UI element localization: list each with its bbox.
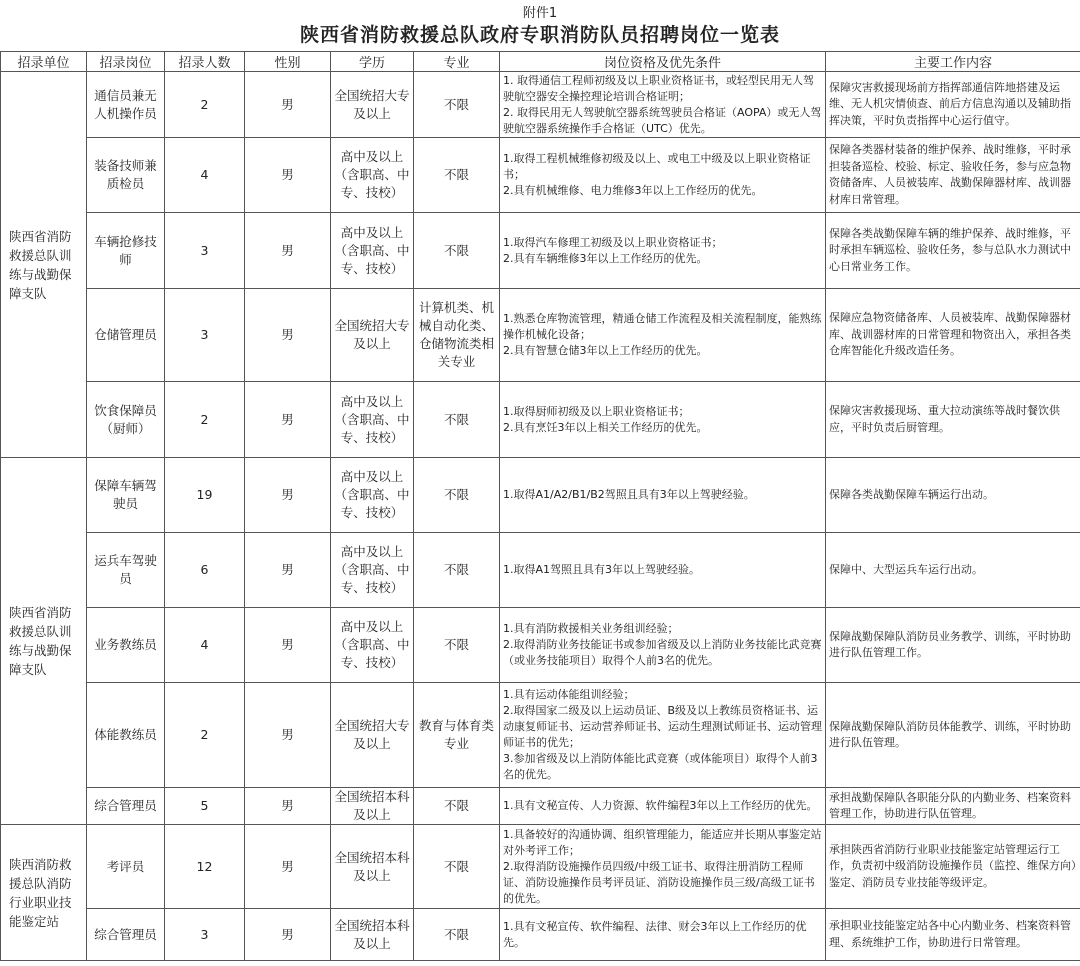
gender-cell: 男 — [245, 683, 331, 788]
education-cell: 全国统招大专及以上 — [331, 72, 414, 138]
major-cell: 不限 — [414, 825, 500, 909]
major-cell: 不限 — [414, 138, 500, 213]
table-row — [1, 138, 1080, 213]
post-cell: 通信员兼无人机操作员 — [87, 72, 165, 138]
header-unit: 招录单位 — [1, 52, 87, 72]
table-row — [1, 909, 1080, 961]
gender-cell: 男 — [245, 788, 331, 825]
count-cell: 5 — [165, 788, 245, 825]
major-cell: 计算机类、机械自动化类、仓储物流类相关专业 — [414, 289, 500, 382]
requirements-cell: 1.取得A1驾照且具有3年以上驾驶经验。 — [500, 533, 826, 608]
gender-cell: 男 — [245, 72, 331, 138]
count-cell: 12 — [165, 825, 245, 909]
count-cell: 3 — [165, 909, 245, 961]
work-cell: 保障各类战勤保障车辆的维护保养、战时维修，平时承担车辆巡检、验收任务，参与总队水力测试中心日常业务工作。 — [826, 213, 1080, 289]
work-cell: 保障各类器材装备的维护保养、战时维修，平时承担装备巡检、校验、标定、验收任务，参与应急物资储备库、人员被装库、战勤保障器材库、战训器材库日常管理。 — [826, 138, 1080, 213]
unit-cell: 陕西省消防救援总队训练与战勤保障支队 — [1, 458, 87, 825]
positions-table — [0, 51, 1080, 961]
requirements-cell: 1.具备较好的沟通协调、组织管理能力，能适应并长期从事鉴定站对外考评工作； 2.取得消防设施操作员四级/中级工证书、取得注册消防工程师证、消防设施操作员考评员证、消防设施操作员三级/高级工证书的优先。 — [500, 825, 826, 909]
annex-label: 附件1 — [522, 6, 558, 21]
post-cell: 饮食保障员（厨师） — [87, 382, 165, 458]
table-row — [1, 608, 1080, 683]
work-cell: 承担战勤保障队各职能分队的内勤业务、档案资料管理工作，协助进行队伍管理。 — [826, 788, 1080, 825]
table-row — [1, 458, 1080, 533]
header-requirements: 岗位资格及优先条件 — [500, 52, 826, 72]
requirements-cell: 1.取得厨师初级及以上职业资格证书； 2.具有烹饪3年以上相关工作经历的优先。 — [500, 382, 826, 458]
requirements-cell: 1.取得汽车修理工初级及以上职业资格证书； 2.具有车辆维修3年以上工作经历的优先。 — [500, 213, 826, 289]
count-cell: 3 — [165, 289, 245, 382]
major-cell: 教育与体育类专业 — [414, 683, 500, 788]
gender-cell: 男 — [245, 138, 331, 213]
requirements-cell: 1.熟悉仓库物流管理，精通仓储工作流程及相关流程制度，能熟练操作机械化设备； 2.具有智慧仓储3年以上工作经历的优先。 — [500, 289, 826, 382]
major-cell: 不限 — [414, 533, 500, 608]
count-cell: 2 — [165, 382, 245, 458]
table-row — [1, 533, 1080, 608]
education-cell: 高中及以上（含职高、中专、技校） — [331, 458, 414, 533]
gender-cell: 男 — [245, 458, 331, 533]
gender-cell: 男 — [245, 213, 331, 289]
work-cell: 保障应急物资储备库、人员被装库、战勤保障器材库、战训器材库的日常管理和物资出入，承担各类仓库智能化升级改造任务。 — [826, 289, 1080, 382]
work-cell: 承担职业技能鉴定站各中心内勤业务、档案资料管理、系统维护工作，协助进行日常管理。 — [826, 909, 1080, 961]
work-cell: 保障灾害救援现场、重大拉动演练等战时餐饮供应，平时负责后厨管理。 — [826, 382, 1080, 458]
post-cell: 考评员 — [87, 825, 165, 909]
education-cell: 全国统招本科及以上 — [331, 825, 414, 909]
count-cell: 4 — [165, 138, 245, 213]
work-cell: 承担陕西省消防行业职业技能鉴定站管理运行工作，负责初中级消防设施操作员（监控、维保方向）鉴定、消防员专业技能等级评定。 — [826, 825, 1080, 909]
work-cell: 保障灾害救援现场前方指挥部通信阵地搭建及运维、无人机灾情侦查、前后方信息沟通以及辅助指挥决策，平时负责指挥中心运行值守。 — [826, 72, 1080, 138]
table-row — [1, 72, 1080, 138]
major-cell: 不限 — [414, 382, 500, 458]
count-cell: 4 — [165, 608, 245, 683]
post-cell: 体能教练员 — [87, 683, 165, 788]
unit-cell: 陕西省消防救援总队训练与战勤保障支队 — [1, 72, 87, 458]
major-cell: 不限 — [414, 909, 500, 961]
post-cell: 业务教练员 — [87, 608, 165, 683]
header-gender: 性别 — [245, 52, 331, 72]
post-cell: 运兵车驾驶员 — [87, 533, 165, 608]
requirements-cell: 1.取得A1/A2/B1/B2驾照且具有3年以上驾驶经验。 — [500, 458, 826, 533]
table-row — [1, 788, 1080, 825]
post-cell: 综合管理员 — [87, 909, 165, 961]
header-major: 专业 — [414, 52, 500, 72]
gender-cell: 男 — [245, 825, 331, 909]
requirements-cell: 1.取得工程机械维修初级及以上、或电工中级及以上职业资格证书； 2.具有机械维修、电力维修3年以上工作经历的优先。 — [500, 138, 826, 213]
gender-cell: 男 — [245, 533, 331, 608]
gender-cell: 男 — [245, 608, 331, 683]
education-cell: 高中及以上（含职高、中专、技校） — [331, 382, 414, 458]
major-cell: 不限 — [414, 72, 500, 138]
education-cell: 全国统招大专及以上 — [331, 289, 414, 382]
requirements-cell: 1. 取得通信工程师初级及以上职业资格证书，或轻型民用无人驾驶航空器安全操控理论培训合格证明； 2. 取得民用无人驾驶航空器系统驾驶员合格证（AOPA）或无人驾驶航空器系统操作手合格证（UTC）优先。 — [500, 72, 826, 138]
count-cell: 2 — [165, 683, 245, 788]
count-cell: 3 — [165, 213, 245, 289]
education-cell: 高中及以上（含职高、中专、技校） — [331, 138, 414, 213]
table-row — [1, 382, 1080, 458]
requirements-cell: 1.具有运动体能组训经验； 2.取得国家二级及以上运动员证、B级及以上教练员资格证书、运动康复师证书、运动营养师证书、运动生理测试师证书、运动管理师证书的优先； 3.参加省级及以上消防体能比武竞赛（或体能项目）取得个人前3名的优先。 — [500, 683, 826, 788]
education-cell: 全国统招本科及以上 — [331, 788, 414, 825]
post-cell: 综合管理员 — [87, 788, 165, 825]
education-cell: 全国统招本科及以上 — [331, 909, 414, 961]
requirements-cell: 1.具有消防救援相关业务组训经验； 2.取得消防业务技能证书或参加省级及以上消防业务技能比武竞赛（或业务技能项目）取得个人前3名的优先。 — [500, 608, 826, 683]
header-education: 学历 — [331, 52, 414, 72]
unit-cell: 陕西消防救援总队消防行业职业技能鉴定站 — [1, 825, 87, 961]
post-cell: 仓储管理员 — [87, 289, 165, 382]
major-cell: 不限 — [414, 608, 500, 683]
work-cell: 保障战勤保障队消防员体能教学、训练，平时协助进行队伍管理。 — [826, 683, 1080, 788]
education-cell: 高中及以上（含职高、中专、技校） — [331, 608, 414, 683]
gender-cell: 男 — [245, 909, 331, 961]
requirements-cell: 1.具有文秘宣传、人力资源、软件编程3年以上工作经历的优先。 — [500, 788, 826, 825]
post-cell: 车辆抢修技师 — [87, 213, 165, 289]
major-cell: 不限 — [414, 213, 500, 289]
education-cell: 高中及以上（含职高、中专、技校） — [331, 213, 414, 289]
page-title: 陕西省消防救援总队政府专职消防队员招聘岗位一览表 — [299, 24, 780, 46]
gender-cell: 男 — [245, 382, 331, 458]
major-cell: 不限 — [414, 788, 500, 825]
table-row — [1, 289, 1080, 382]
count-cell: 19 — [165, 458, 245, 533]
table-row — [1, 683, 1080, 788]
work-cell: 保障战勤保障队消防员业务教学、训练，平时协助进行队伍管理工作。 — [826, 608, 1080, 683]
header-row — [1, 52, 1080, 72]
header-post: 招录岗位 — [87, 52, 165, 72]
table-row — [1, 213, 1080, 289]
post-cell: 装备技师兼质检员 — [87, 138, 165, 213]
post-cell: 保障车辆驾驶员 — [87, 458, 165, 533]
major-cell: 不限 — [414, 458, 500, 533]
education-cell: 高中及以上（含职高、中专、技校） — [331, 533, 414, 608]
count-cell: 2 — [165, 72, 245, 138]
requirements-cell: 1.具有文秘宣传、软件编程、法律、财会3年以上工作经历的优先。 — [500, 909, 826, 961]
count-cell: 6 — [165, 533, 245, 608]
education-cell: 全国统招大专及以上 — [331, 683, 414, 788]
header-work: 主要工作内容 — [826, 52, 1080, 72]
table-row — [1, 825, 1080, 909]
work-cell: 保障各类战勤保障车辆运行出动。 — [826, 458, 1080, 533]
work-cell: 保障中、大型运兵车运行出动。 — [826, 533, 1080, 608]
gender-cell: 男 — [245, 289, 331, 382]
header-count: 招录人数 — [165, 52, 245, 72]
